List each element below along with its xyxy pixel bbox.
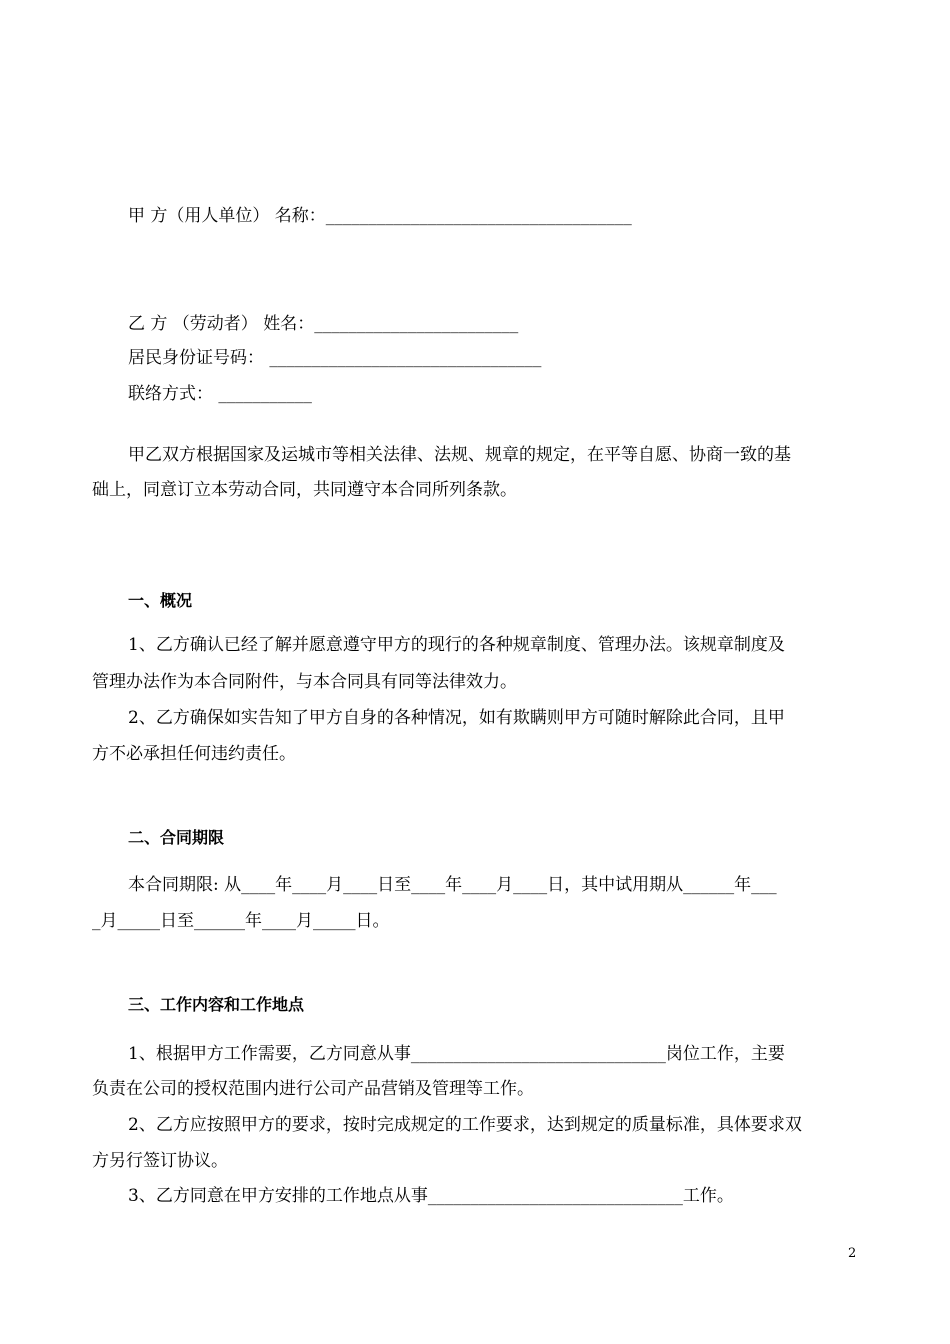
section-1-heading: 一、概况: [128, 591, 193, 610]
section-3-p2-line-2: 方另行签订协议。: [92, 1151, 228, 1171]
party-b-name-line: 乙 方 （劳动者） 姓名：________________________: [128, 314, 519, 334]
page-number: 2: [848, 1246, 857, 1261]
section-2-heading: 二、合同期限: [128, 828, 225, 847]
section-3-p3-line-1: 3、乙方同意在甲方安排的工作地点从事______________________________工作。: [128, 1186, 734, 1206]
section-2-line-2: _月_____日至______年____月_____日。: [92, 911, 390, 931]
section-2-line-1: 本合同期限: 从____年____月____日至____年____月____日，其中试用期从______年___: [128, 875, 777, 895]
party-b-id-line: 居民身份证号码： ________________________________: [128, 348, 542, 368]
party-b-contact-line: 联络方式： ___________: [128, 384, 312, 404]
section-1-p1-line-2: 管理办法作为本合同附件，与本合同具有同等法律效力。: [92, 672, 517, 692]
section-1-p1-line-1: 1、乙方确认已经了解并愿意遵守甲方的现行的各种规章制度、管理办法。该规章制度及: [128, 635, 785, 655]
section-3-heading: 三、工作内容和工作地点: [128, 995, 305, 1014]
section-1-p2-line-2: 方不必承担任何违约责任。: [92, 744, 296, 764]
section-1-p2-line-1: 2、乙方确保如实告知了甲方自身的各种情况，如有欺瞒则甲方可随时解除此合同，且甲: [128, 708, 785, 728]
section-3-p2-line-1: 2、乙方应按照甲方的要求，按时完成规定的工作要求，达到规定的质量标准，具体要求双: [128, 1115, 802, 1135]
section-3-p1-line-1: 1、根据甲方工作需要，乙方同意从事______________________________岗位工作，主要: [128, 1044, 785, 1064]
preamble-line-1: 甲乙双方根据国家及运城市等相关法律、法规、规章的规定，在平等自愿、协商一致的基: [128, 445, 791, 465]
party-a-line: 甲 方（用人单位） 名称：____________________________________: [128, 206, 632, 226]
preamble-line-2: 础上，同意订立本劳动合同，共同遵守本合同所列条款。: [92, 480, 517, 500]
section-3-p1-line-2: 负责在公司的授权范围内进行公司产品营销及管理等工作。: [92, 1079, 534, 1099]
